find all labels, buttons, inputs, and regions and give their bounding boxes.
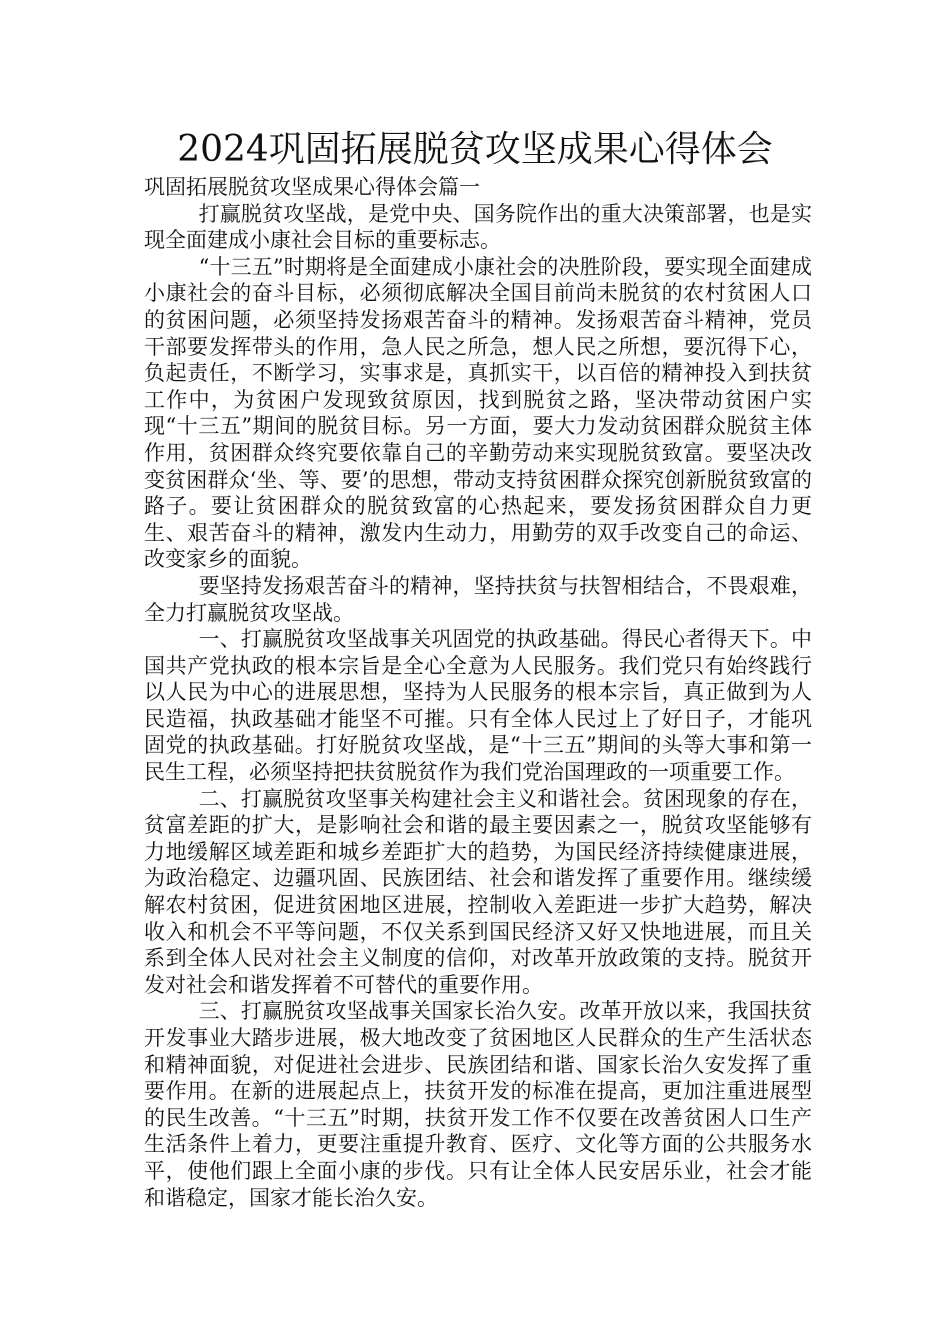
paragraph: 二、打赢脱贫攻坚事关构建社会主义和谐社会。贫困现象的存在，贫富差距的扩大，是影响社会和谐的最主要因素之一，脱贫攻坚能够有力地缓解区域差距和城乡差距扩大的趋势，为国民经济持续健康进展，为政治稳定、边疆巩固、民族团结、社会和谐发挥了重要作用。继续缓解农村贫困，促进贫困地区进展，控制收入差距进一步扩大趋势，解决收入和机会不平等问题，不仅关系到国民经济又好又快地进展，而且关系到全体人民对社会主义制度的信仰，对改革开放政策的支持。脱贫开发对社会和谐发挥着不可替代的重要作用。 [144,786,812,997]
paragraph: 要坚持发扬艰苦奋斗的精神，坚持扶贫与扶智相结合，不畏艰难，全力打赢脱贫攻坚战。 [144,573,812,625]
paragraph: 打赢脱贫攻坚战，是党中央、国务院作出的重大决策部署，也是实现全面建成小康社会目标的重要标志。 [144,201,812,253]
document-body [144,174,812,1211]
paragraph: 一、打赢脱贫攻坚战事关巩固党的执政基础。得民心者得天下。中国共产党执政的根本宗旨是全心全意为人民服务。我们党只有始终践行以人民为中心的进展思想，坚持为人民服务的根本宗旨，真正做到为人民造福，执政基础才能坚不可摧。只有全体人民过上了好日子，才能巩固党的执政基础。打好脱贫攻坚战，是“十三五”期间的头等大事和第一民生工程，必须坚持把扶贫脱贫作为我们党治国理政的一项重要工作。 [144,627,812,785]
paragraph: “十三五”时期将是全面建成小康社会的决胜阶段，要实现全面建成小康社会的奋斗目标，必须彻底解决全国目前尚未脱贫的农村贫困人口的贫困问题，必须坚持发扬艰苦奋斗的精神。发扬艰苦奋斗精神，党员干部要发挥带头的作用，急人民之所急，想人民之所想，要沉得下心，负起责任，不断学习，实事求是，真抓实干，以百倍的精神投入到扶贫工作中，为贫困户发现致贫原因，找到脱贫之路，坚决带动贫困户实现“十三五”期间的脱贫目标。另一方面，要大力发动贫困群众脱贫主体作用，贫困群众终究要依靠自己的辛勤劳动来实现脱贫致富。要坚决改变贫困群众‘坐、等、要’的思想，带动支持贫困群众探究创新脱贫致富的路子。要让贫困群众的脱贫致富的心热起来，要发扬贫困群众自力更生、艰苦奋斗的精神，激发内生动力，用勤劳的双手改变自己的命运、改变家乡的面貌。 [144,254,812,572]
document-title: 2024巩固拓展脱贫攻坚成果心得体会 [177,129,773,170]
section-heading: 巩固拓展脱贫攻坚成果心得体会篇一 [144,175,480,199]
paragraph: 三、打赢脱贫攻坚战事关国家长治久安。改革开放以来，我国扶贫开发事业大踏步进展，极大地改变了贫困地区人民群众的生产生活状态和精神面貌，对促进社会进步、民族团结和谐、国家长治久安发挥了重要作用。在新的进展起点上，扶贫开发的标准在提高，更加注重进展型的民生改善。“十三五”时期，扶贫开发工作不仅要在改善贫困人口生产生活条件上着力，更要注重提升教育、医疗、文化等方面的公共服务水平，使他们跟上全面小康的步伐。只有让全体人民安居乐业，社会才能和谐稳定，国家才能长治久安。 [144,999,812,1210]
